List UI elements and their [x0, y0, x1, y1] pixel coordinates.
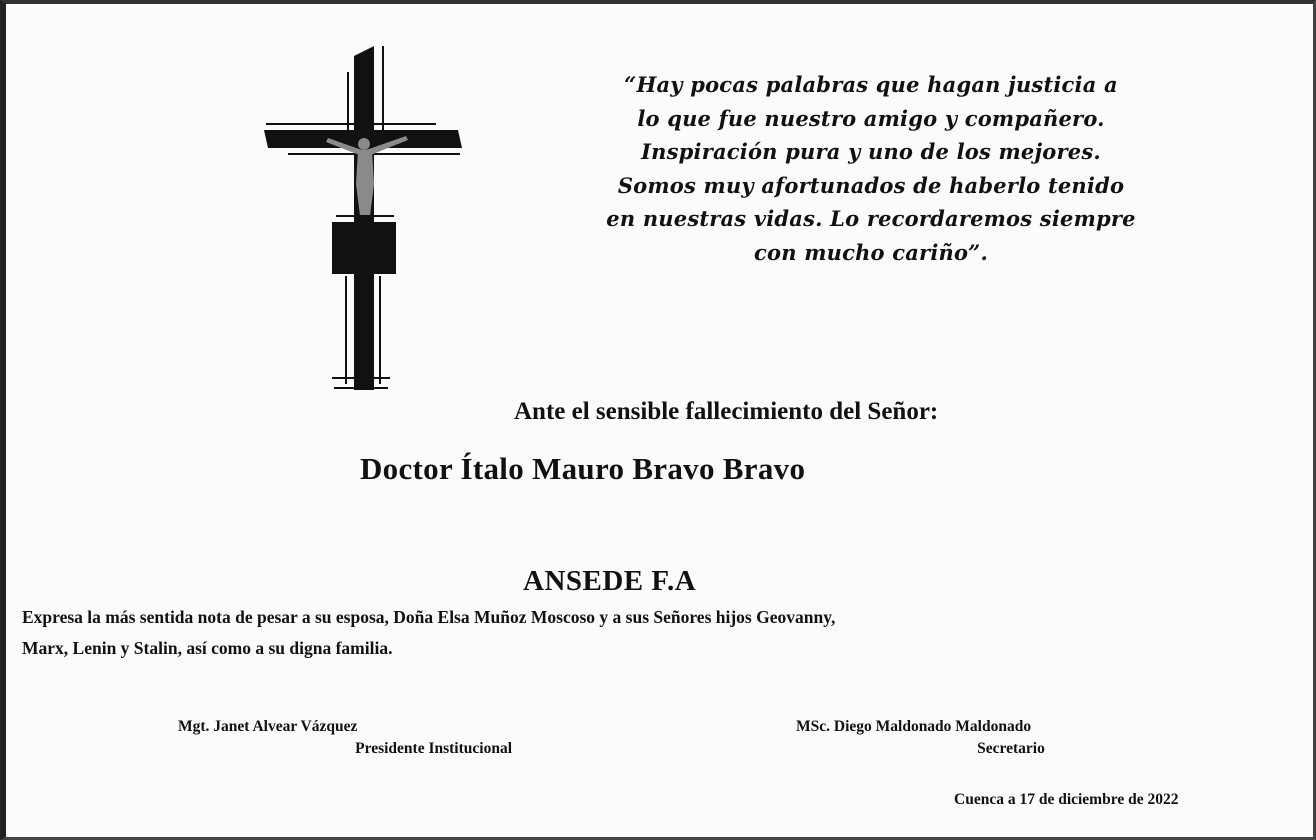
message-line: Expresa la más sentida nota de pesar a su esposa, Doña Elsa Muñoz Moscoso y a sus Señores hijos Geovanny, — [22, 607, 836, 627]
memorial-quote — [526, 68, 1216, 269]
signatory-role: Presidente Institucional — [355, 740, 512, 757]
quote-line: lo que fue nuestro amigo y compañero. — [637, 105, 1105, 131]
signature-president — [178, 716, 518, 760]
quote-line: Inspiración pura y uno de los mejores. — [641, 139, 1101, 164]
quote-line: con mucho cariño”. — [754, 239, 988, 265]
condolence-message — [22, 602, 1316, 664]
organization-name: ANSEDE F.A — [523, 565, 697, 597]
signature-secretary — [796, 716, 1156, 760]
quote-line: “Hay pocas palabras que hagan justicia a — [624, 72, 1118, 97]
quote-line: en nuestras vidas. Lo recordaremos siempre — [606, 206, 1136, 231]
deceased-name: Doctor Ítalo Mauro Bravo Bravo — [360, 451, 806, 486]
signatory-role: Secretario — [977, 740, 1045, 757]
signatory-name: Mgt. Janet Alvear Vázquez — [178, 718, 358, 735]
crucifix-icon — [262, 44, 464, 392]
quote-line: Somos muy afortunados de haberlo tenido — [617, 172, 1125, 198]
place-and-date: Cuenca a 17 de diciembre de 2022 — [954, 791, 1179, 808]
announcement-intro: Ante el sensible fallecimiento del Señor: — [514, 398, 939, 425]
signatory-name: MSc. Diego Maldonado Maldonado — [796, 718, 1032, 735]
message-line: Marx, Lenin y Stalin, así como a su digna familia. — [22, 638, 393, 658]
